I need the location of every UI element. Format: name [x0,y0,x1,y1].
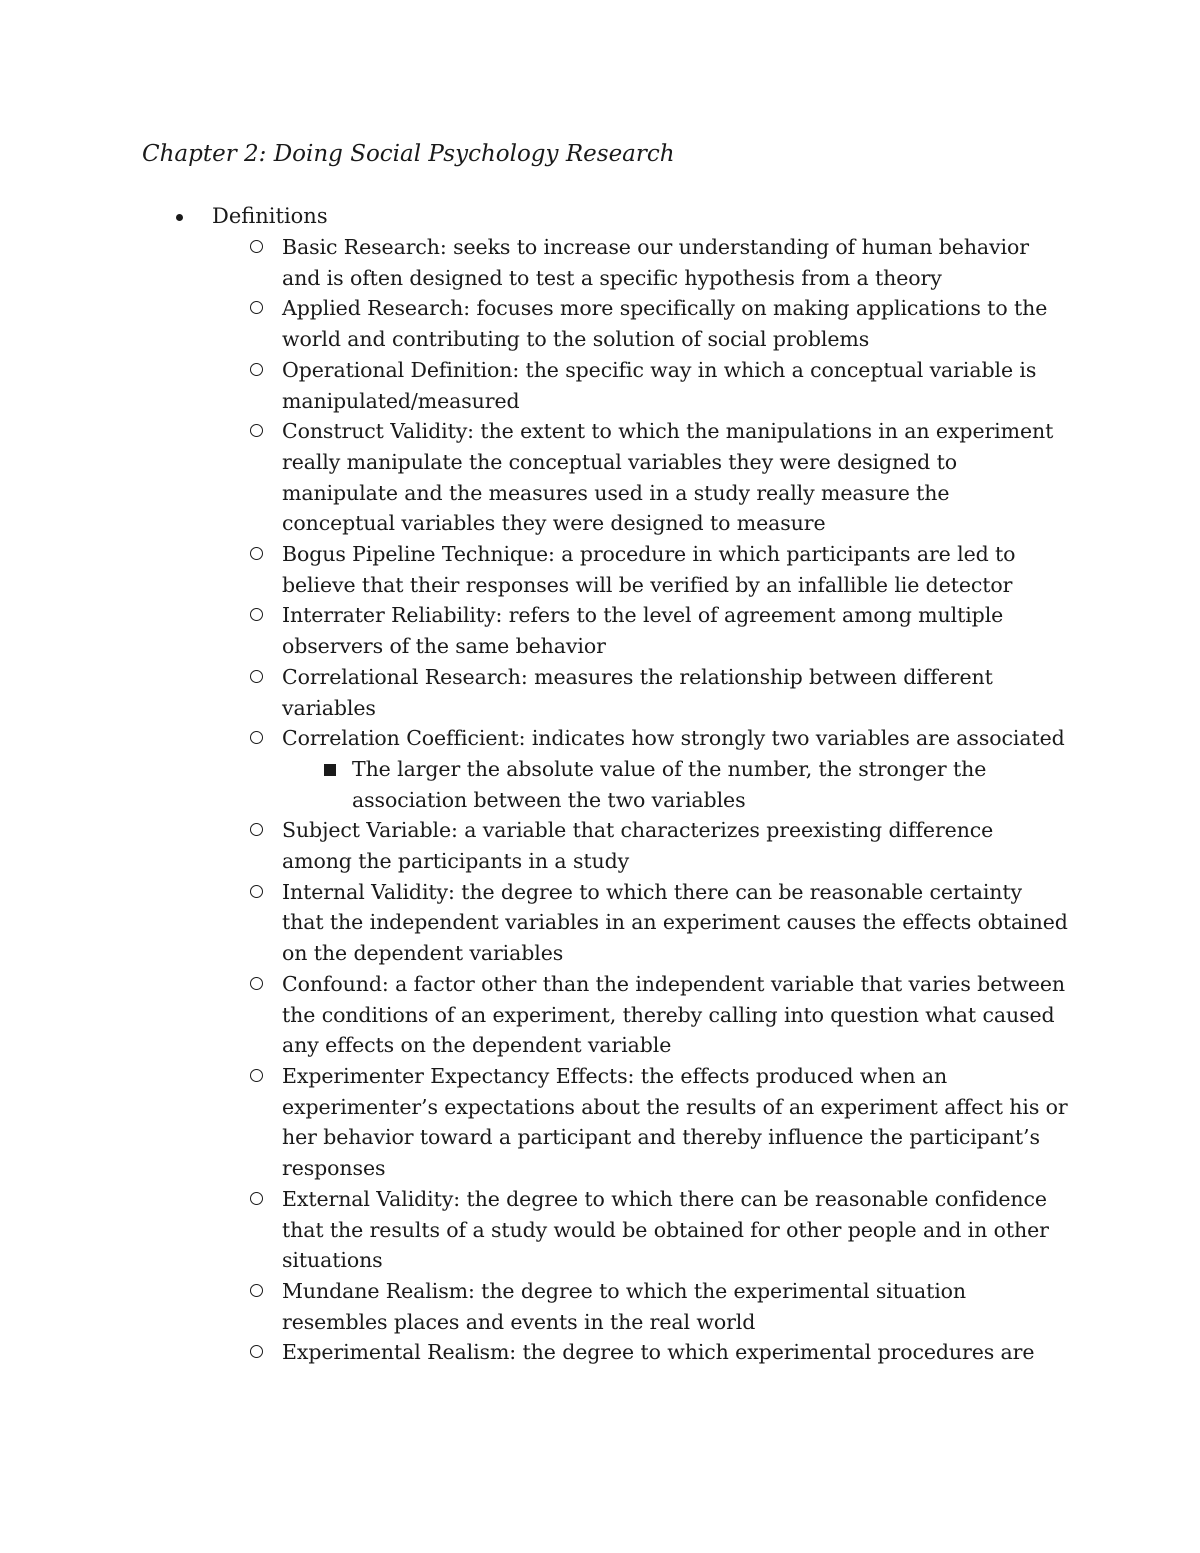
definition-item [248,1184,1068,1276]
hollow-circle-bullet-icon [250,823,263,836]
list-item-definitions [176,201,1076,232]
hollow-circle-bullet-icon [250,1192,263,1205]
definition-text: Confound: a factor other than the independent variable that varies between the conditions of an experiment, thereby calling into question what caused any effects on the dependent variable [282,971,1065,1058]
sub-item-text: The larger the absolute value of the number, the stronger the association between the two variables [352,756,987,812]
filled-circle-bullet-icon [176,214,183,221]
definition-item [248,662,1068,723]
definition-text: Mundane Realism: the degree to which the experimental situation resembles places and events in the real world [282,1278,967,1334]
hollow-circle-bullet-icon [250,608,263,621]
definition-item [248,877,1068,969]
sub-list [282,754,1068,815]
section-label: Definitions [212,204,328,228]
definition-item [248,539,1068,600]
hollow-circle-bullet-icon [250,1284,263,1297]
hollow-circle-bullet-icon [250,1069,263,1082]
definition-text: Applied Research: focuses more specifically on making applications to the world and contributing to the solution of social problems [282,296,1048,352]
square-bullet-icon [324,764,336,776]
definition-item [248,293,1068,354]
definitions-list [248,232,1068,1368]
definition-item [248,1337,1068,1368]
hollow-circle-bullet-icon [250,731,263,744]
definition-text: Internal Validity: the degree to which there can be reasonable certainty that the independent variables in an experiment causes the effects obtained on the dependent variables [282,879,1068,966]
hollow-circle-bullet-icon [250,977,263,990]
hollow-circle-bullet-icon [250,424,263,437]
definition-text: Bogus Pipeline Technique: a procedure in which participants are led to believe that their responses will be verified by an infallible lie detector [282,542,1016,597]
hollow-circle-bullet-icon [250,240,263,253]
definition-item [248,1276,1068,1337]
definition-item [248,969,1068,1061]
definition-item [248,600,1068,661]
definition-item [248,1061,1068,1184]
definition-item [248,416,1068,539]
hollow-circle-bullet-icon [250,885,263,898]
definition-item [248,723,1068,815]
page-title: Chapter 2: Doing Social Psychology Research [142,141,675,167]
hollow-circle-bullet-icon [250,547,263,560]
definition-item [248,815,1068,876]
definition-text: Subject Variable: a variable that characterizes preexisting difference among the participants in a study [282,818,994,874]
hollow-circle-bullet-icon [250,363,263,376]
definition-text: Interrater Reliability: refers to the level of agreement among multiple observers of the same behavior [282,603,1004,659]
definition-text: Correlation Coefficient: indicates how strongly two variables are associated [282,726,1065,751]
definition-text: External Validity: the degree to which there can be reasonable confidence that the results of a study would be obtained for other people and in other situations [282,1186,1049,1273]
definition-text: Basic Research: seeks to increase our understanding of human behavior and is often designed to test a specific hypothesis from a theory [282,235,1029,290]
definition-text: Operational Definition: the specific way in which a conceptual variable is manipulated/measured [282,357,1037,413]
sub-list-item [282,754,1068,815]
definition-item [248,232,1068,293]
bullet-list [176,201,1076,232]
definition-text: Construct Validity: the extent to which the manipulations in an experiment really manipulate the conceptual variables they were designed to manipulate and the measures used in a study really measure the conceptual variables they were designed to measure [282,419,1054,536]
hollow-circle-bullet-icon [250,670,263,683]
hollow-circle-bullet-icon [250,301,263,314]
definition-text: Experimental Realism: the degree to which experimental procedures are [282,1340,1035,1365]
definition-item [248,355,1068,416]
definition-text: Experimenter Expectancy Effects: the effects produced when an experimenter’s expectations about the results of an experiment affect his or her behavior toward a participant and thereby influence the participant’s responses [282,1063,1068,1181]
definition-text: Correlational Research: measures the relationship between different variables [282,664,993,720]
hollow-circle-bullet-icon [250,1345,263,1358]
